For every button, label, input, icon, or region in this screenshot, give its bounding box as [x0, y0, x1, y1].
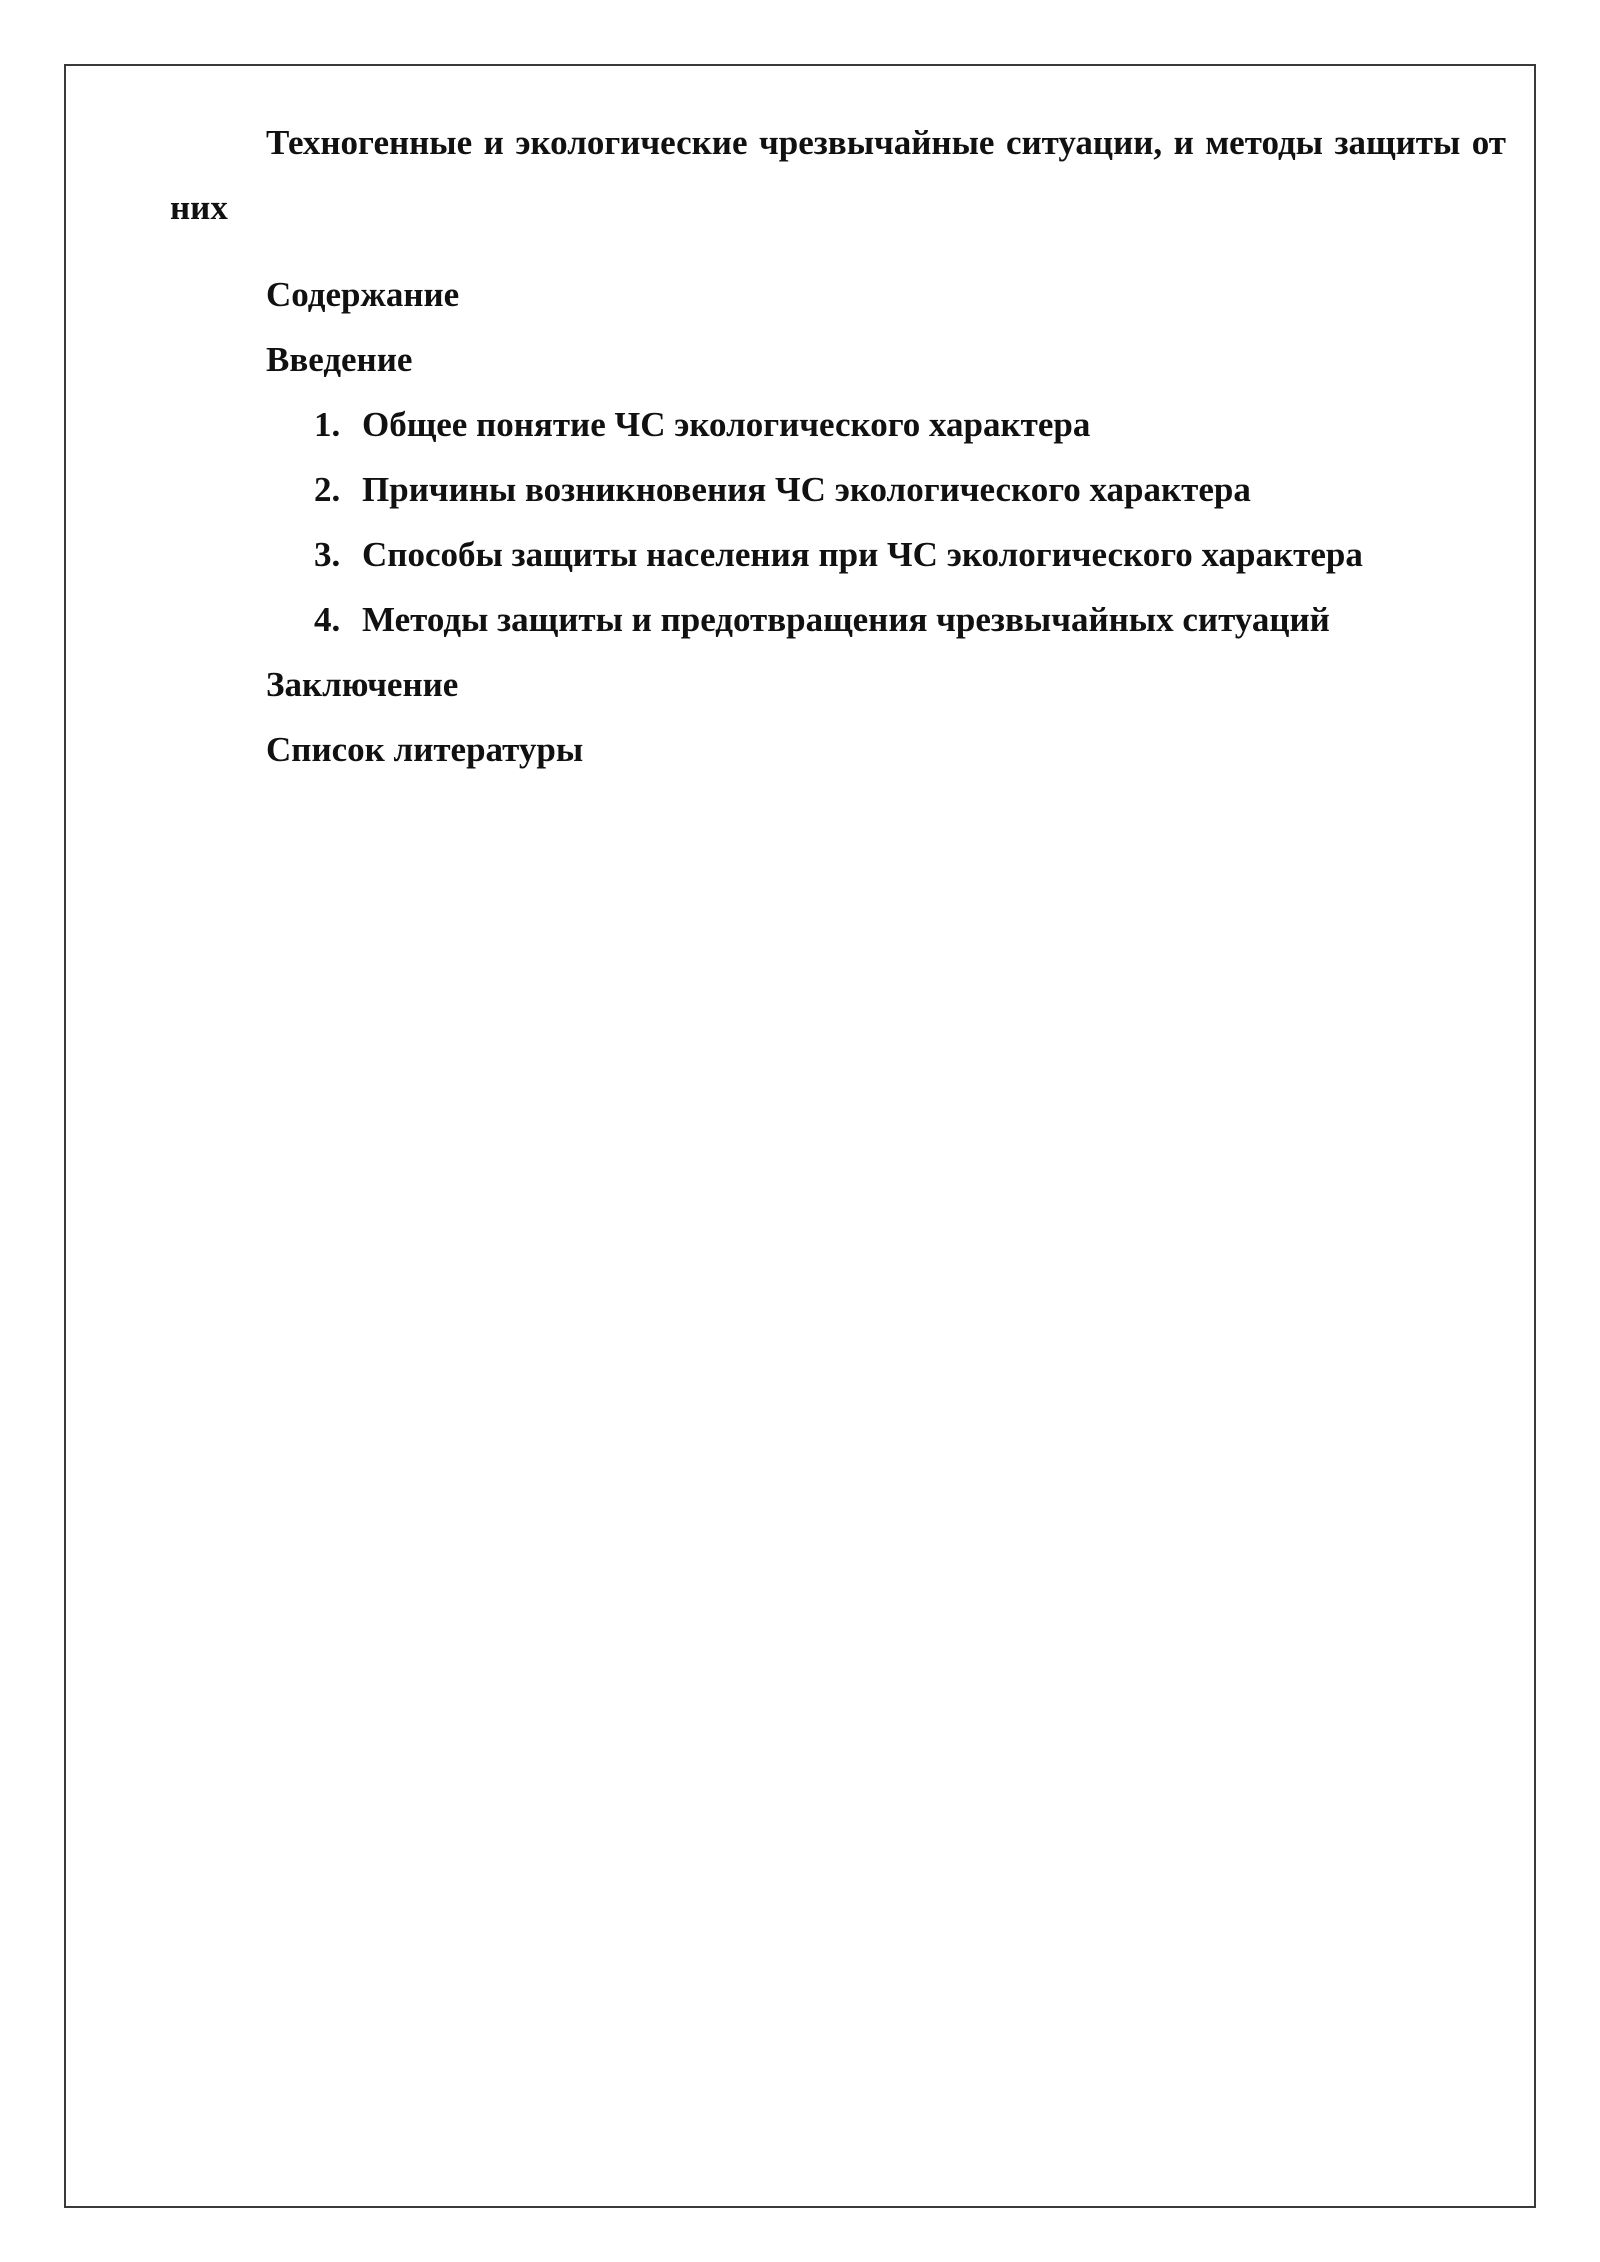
- toc-item-section-4: [266, 587, 1506, 652]
- toc-item-label: Общее понятие ЧС экологического характера: [362, 405, 1091, 444]
- toc-item-number: 1.: [314, 405, 341, 444]
- toc-item-section-3: [266, 522, 1506, 587]
- toc-item-label: Способы защиты населения при ЧС экологического характера: [362, 535, 1363, 574]
- toc-item-label: Причины возникновения ЧС экологического характера: [362, 470, 1251, 509]
- toc-item-label: Методы защиты и предотвращения чрезвычайных ситуаций: [362, 600, 1330, 639]
- toc-heading: Содержание: [266, 275, 460, 314]
- toc-item-conclusion: Заключение: [266, 665, 459, 704]
- toc-item-number: 4.: [314, 600, 341, 639]
- toc-item-references: Список литературы: [266, 730, 584, 769]
- document-title: Техногенные и экологические чрезвычайные ситуации, и методы защиты от них: [170, 123, 1506, 227]
- table-of-contents: [266, 262, 1506, 782]
- toc-item-section-2: [266, 457, 1506, 522]
- toc-item-number: 2.: [314, 470, 341, 509]
- toc-item-introduction: Введение: [266, 340, 413, 379]
- toc-item-section-1: [266, 392, 1506, 457]
- toc-item-number: 3.: [314, 535, 341, 574]
